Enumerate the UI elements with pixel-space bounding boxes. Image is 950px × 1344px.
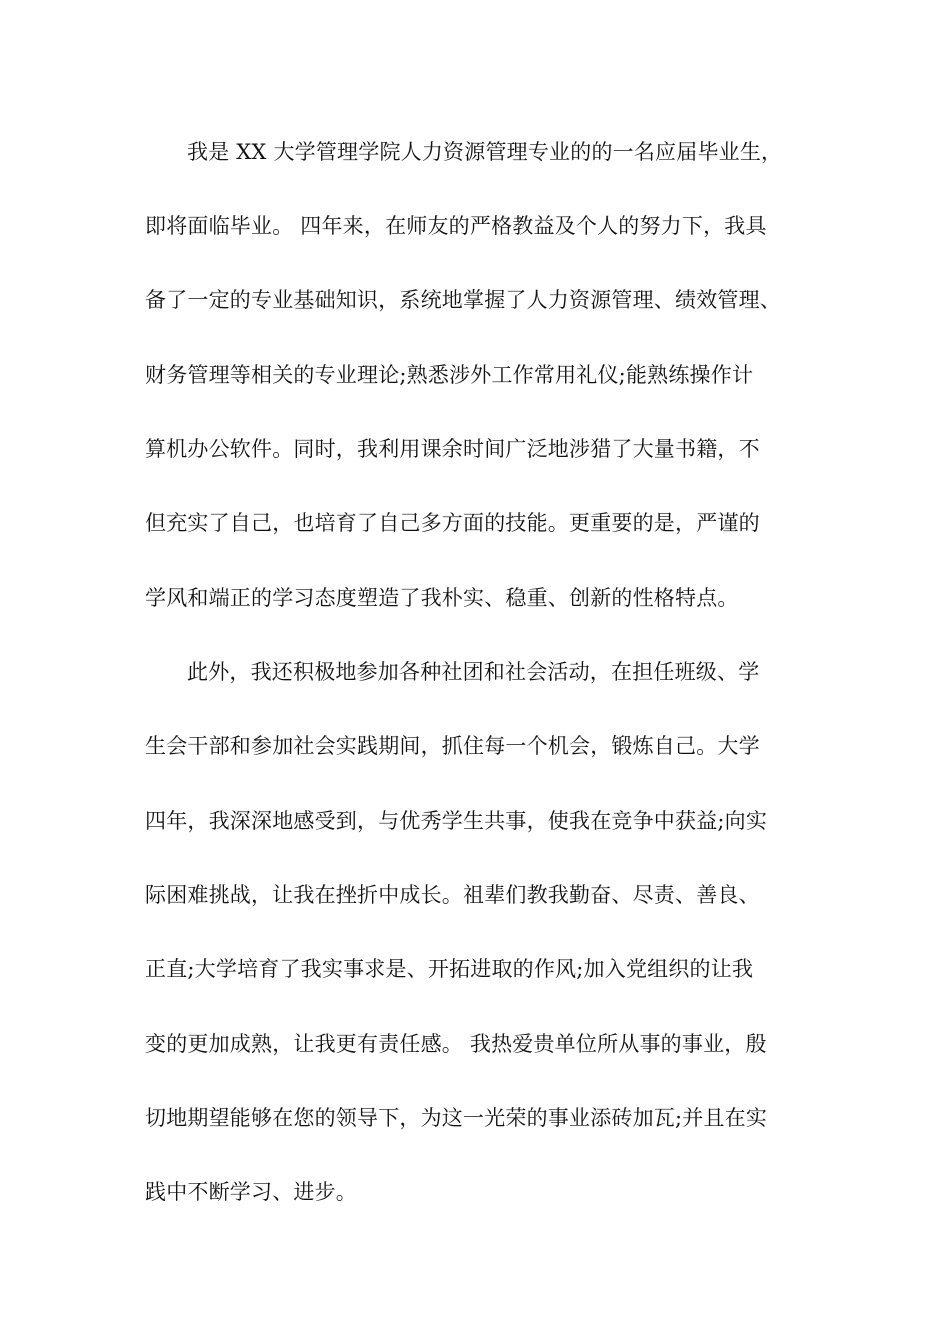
paragraph-1-line-5: 算机办公软件。同时，我利用课余时间广泛地涉猎了大量书籍，不 bbox=[145, 437, 760, 461]
paragraph-2-line-3: 四年，我深深地感受到，与优秀学生共事，使我在竞争中获益;向实 bbox=[145, 809, 768, 833]
paragraph-1-line-1: 我是 XX 大学管理学院人力资源管理专业的的一名应届毕业生， bbox=[187, 140, 783, 164]
paragraph-1-line-6: 但充实了自己，也培育了自己多方面的技能。更重要的是，严谨的 bbox=[145, 511, 760, 535]
paragraph-1-line-7: 学风和端正的学习态度塑造了我朴实、稳重、创新的性格特点。 bbox=[145, 586, 739, 610]
paragraph-2-line-1: 此外，我还积极地参加各种社团和社会活动，在担任班级、学 bbox=[187, 660, 760, 684]
paragraph-1-line-2: 即将面临毕业。 四年来，在师友的严格教益及个人的努力下，我具 bbox=[145, 214, 767, 238]
paragraph-2-line-7: 切地期望能够在您的领导下，为这一光荣的事业添砖加瓦;并且在实 bbox=[145, 1106, 768, 1130]
paragraph-1-line-3: 备了一定的专业基础知识，系统地掌握了人力资源管理、绩效管理、 bbox=[145, 288, 781, 312]
paragraph-1-line-4: 财务管理等相关的专业理论;熟悉涉外工作常用礼仪;能熟练操作计 bbox=[145, 363, 754, 387]
paragraph-2-line-4: 际困难挑战，让我在挫折中成长。祖辈们教我勤奋、尽责、善良、 bbox=[145, 883, 760, 907]
paragraph-2-line-5: 正直;大学培育了我实事求是、开拓进取的作风;加入党组织的让我 bbox=[145, 957, 754, 981]
paragraph-2-line-2: 生会干部和参加社会实践期间，抓住每一个机会，锻炼自己。大学 bbox=[145, 734, 760, 758]
paragraph-2-line-6: 变的更加成熟，让我更有责任感。 我热爱贵单位所从事的事业，殷 bbox=[145, 1032, 767, 1056]
paragraph-2-line-8: 践中不断学习、进步。 bbox=[145, 1180, 357, 1204]
